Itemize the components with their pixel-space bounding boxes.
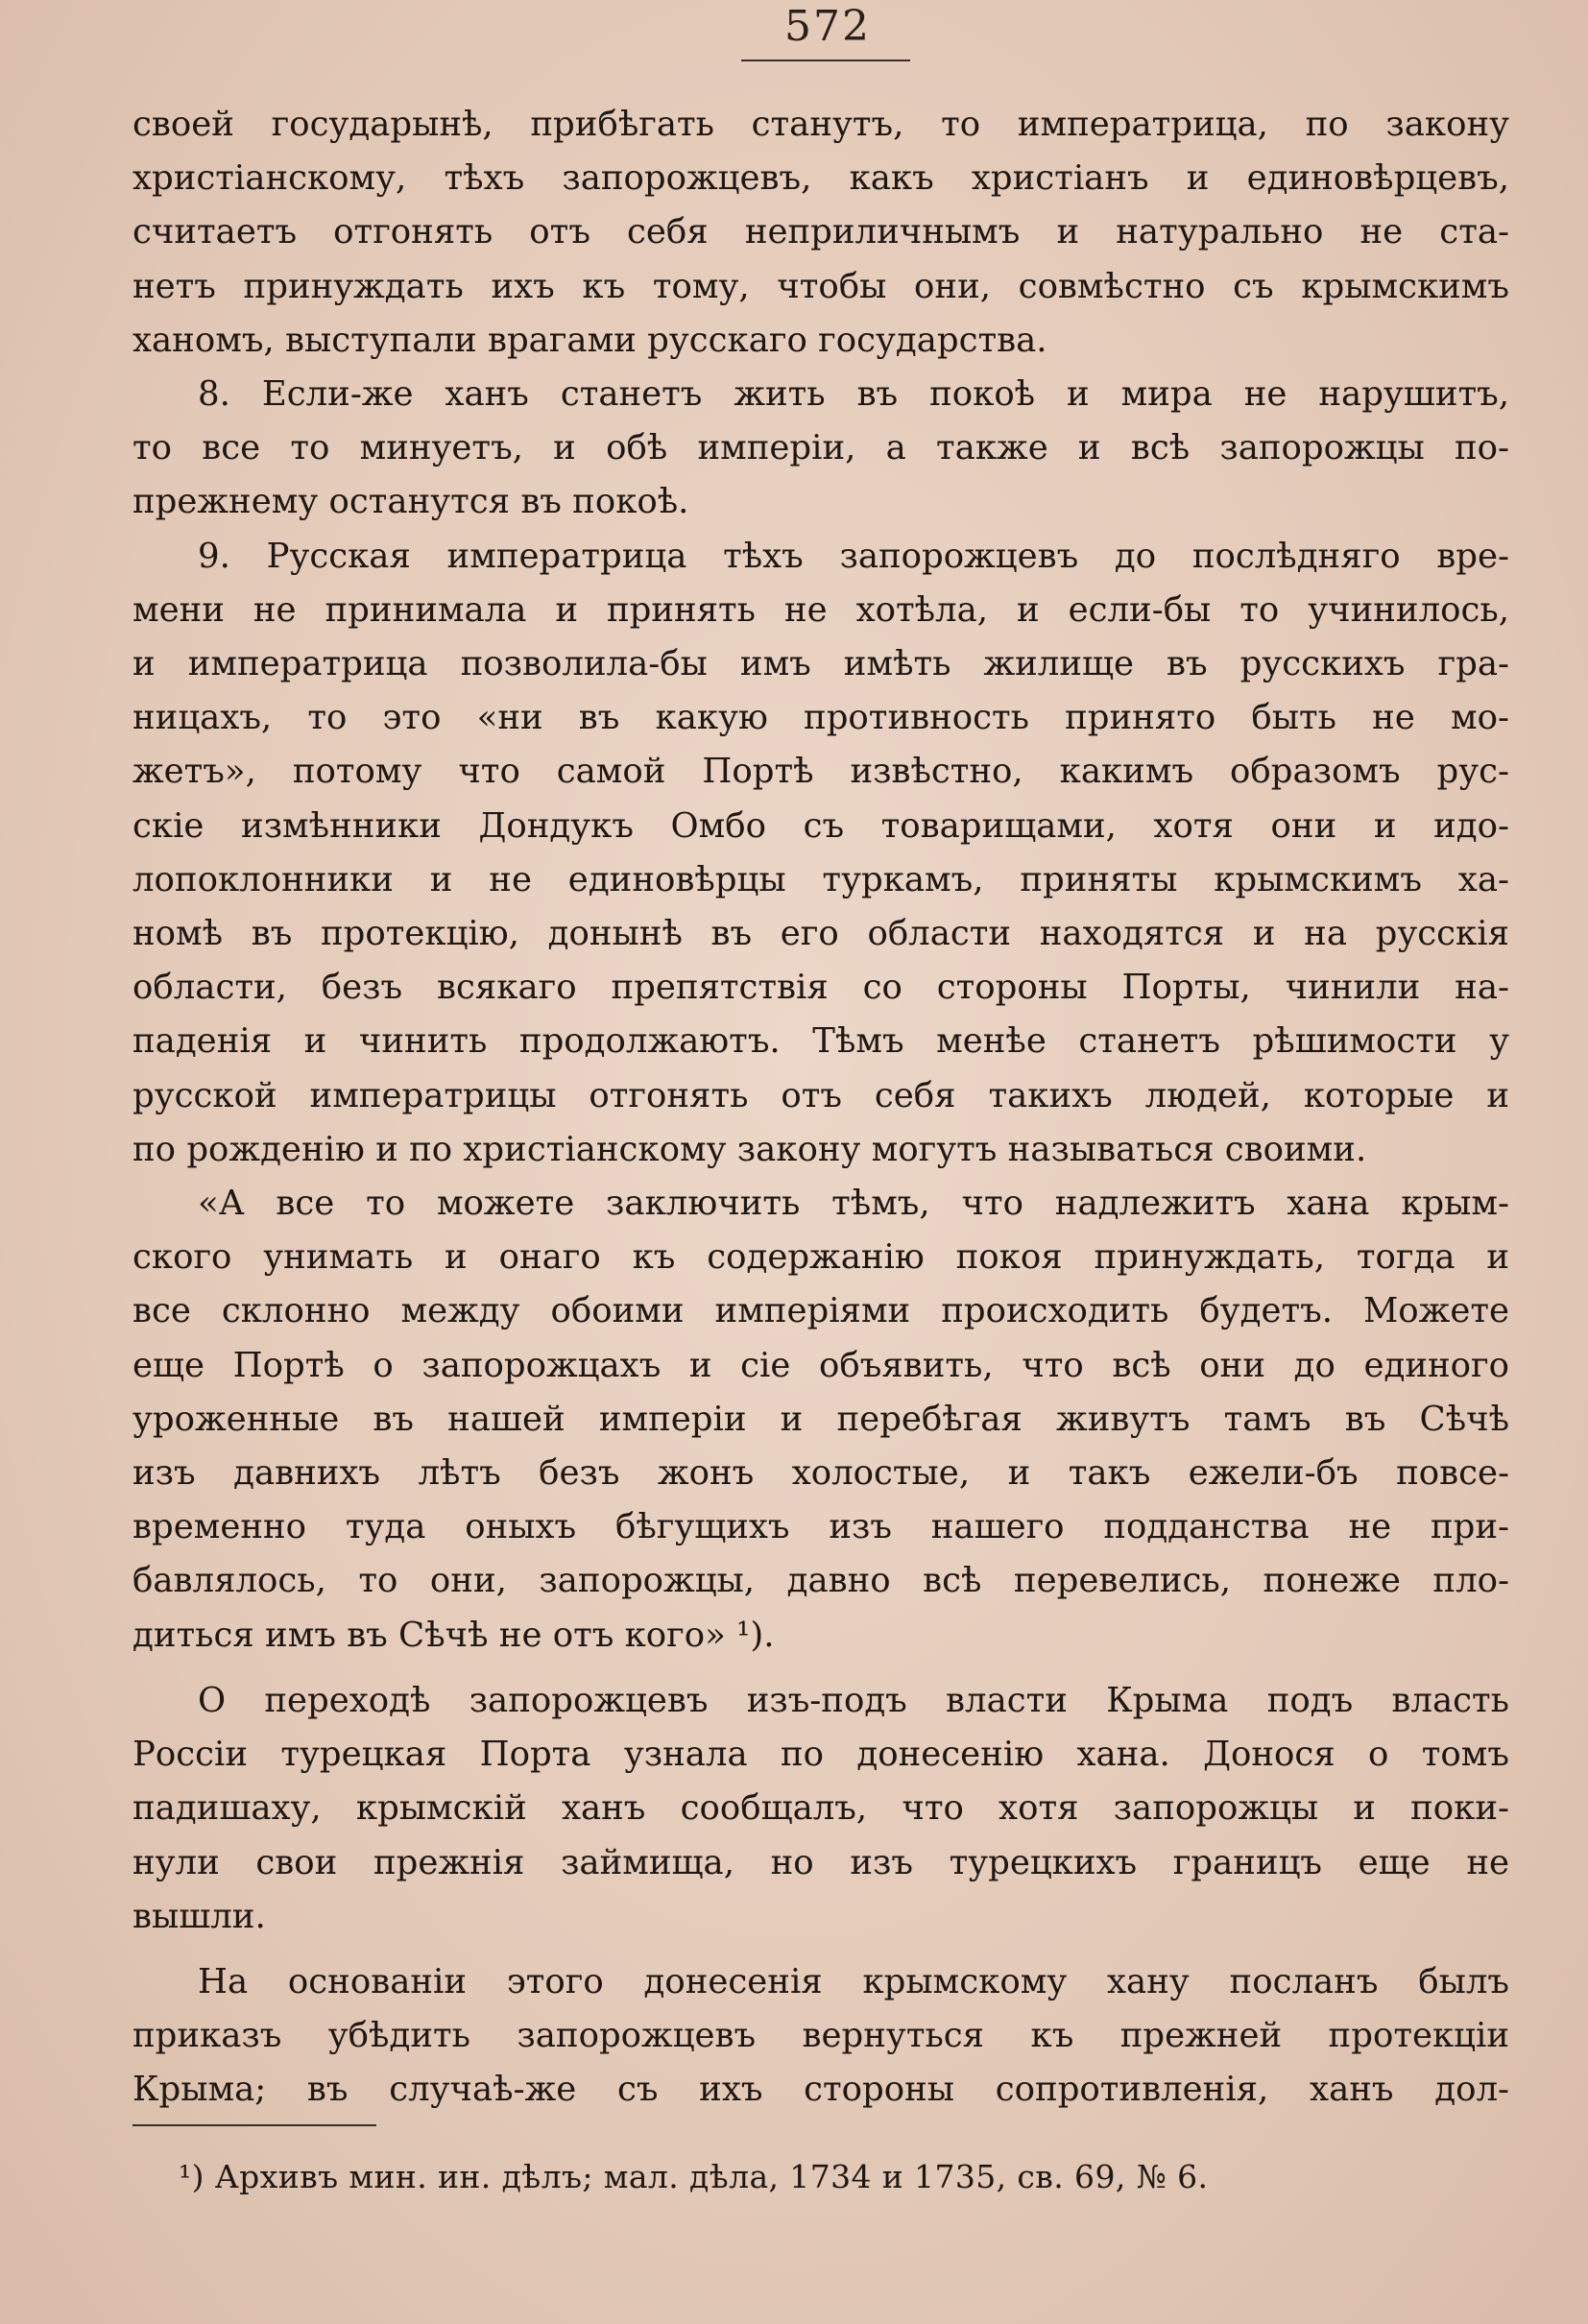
text-line: 8. Если-же ханъ станетъ жить въ покоѣ и мира не нарушитъ, (198, 374, 1509, 415)
text-line: Россіи турецкая Порта узнала по донесенію хана. Донося о томъ (132, 1735, 1509, 1775)
text-line: жетъ», потому что самой Портѣ извѣстно, какимъ образомъ рус- (132, 752, 1509, 792)
text-line: по рожденію и по христіанскому закону могутъ называться своими. (132, 1129, 1367, 1169)
footnote-rule (132, 2124, 376, 2126)
text-line: уроженные въ нашей имперіи и перебѣгая живутъ тамъ въ Сѣчѣ (132, 1399, 1509, 1439)
paragraph-gap (132, 1663, 1509, 1674)
footnote: ¹) Архивъ мин. ин. дѣлъ; мал. дѣла, 1734 и 1735, св. 69, № 6. (179, 2158, 1209, 2195)
text-line: и императрица позволила-бы имъ имѣть жилище въ русскихъ гра- (132, 644, 1509, 684)
text-line: Крыма; въ случаѣ-же съ ихъ стороны сопротивленія, ханъ дол- (132, 2070, 1509, 2110)
text-line: номѣ въ протекцію, донынѣ въ его области находятся и на русскія (132, 914, 1509, 954)
paragraph-porta (132, 1674, 1509, 1944)
text-line: считаетъ отгонять отъ себя неприличнымъ и натурально не ста- (132, 212, 1509, 252)
text-line: вышли. (132, 1896, 266, 1936)
text-line: своей государынѣ, прибѣгать станутъ, то императрица, по закону (132, 105, 1509, 144)
text-line: ханомъ, выступали врагами русскаго государства. (132, 320, 1047, 360)
text-line: О переходѣ запорожцевъ изъ-подъ власти Крыма подъ власть (198, 1680, 1509, 1720)
text-line: ского унимать и онаго къ содержанію покоя принуждать, тогда и (132, 1237, 1509, 1278)
text-line: области, безъ всякаго препятствія со стороны Порты, чинили на- (132, 968, 1509, 1008)
text-line: нетъ принуждать ихъ къ тому, чтобы они, совмѣстно съ крымскимъ (132, 266, 1509, 306)
text-line: еще Портѣ о запорожцахъ и сіе объявить, что всѣ они до единого (132, 1345, 1509, 1385)
text-line: русской императрицы отгонять отъ себя такихъ людей, которые и (132, 1075, 1509, 1115)
paragraph-point-9 (132, 530, 1509, 1177)
paragraph-gap (132, 1944, 1509, 1955)
text-line: 9. Русская императрица тѣхъ запорожцевъ до послѣдняго вре- (198, 536, 1509, 576)
text-line: «А все то можете заключить тѣмъ, что надлежитъ хана крым- (198, 1184, 1509, 1224)
text-line: то все то минуетъ, и обѣ имперіи, а также и всѣ запорожцы по- (132, 428, 1509, 468)
text-line: ницахъ, то это «ни въ какую противность принято быть не мо- (132, 698, 1509, 738)
page-number: 572 (784, 2, 871, 51)
header-rule (741, 60, 910, 61)
text-line: На основаніи этого донесенія крымскому хану посланъ былъ (198, 1961, 1509, 2001)
text-line: все склонно между обоими имперіями происходить будетъ. Можете (132, 1291, 1509, 1331)
text-line: лопоклонники и не единовѣрцы туркамъ, приняты крымскимъ ха- (132, 859, 1509, 899)
text-line: прежнему останутся въ покоѣ. (132, 482, 689, 522)
text-line: паденія и чинить продолжаютъ. Тѣмъ менѣе станетъ рѣшимости у (132, 1021, 1509, 1062)
text-line: приказъ убѣдить запорожцевъ вернуться къ прежней протекціи (132, 2016, 1509, 2056)
text-line: временно туда оныхъ бѣгущихъ изъ нашего подданства не при- (132, 1507, 1509, 1547)
text-line: христіанскому, тѣхъ запорожцевъ, какъ христіанъ и единовѣрцевъ, (132, 158, 1509, 199)
text-line: бавлялось, то они, запорожцы, давно всѣ перевелись, понеже пло- (132, 1561, 1509, 1601)
paragraph-point-8 (132, 368, 1509, 530)
paragraph-order (132, 1955, 1509, 2118)
text-line: диться имъ въ Сѣчѣ не отъ кого» ¹). (132, 1615, 775, 1655)
body-text (132, 98, 1509, 2118)
text-line: нули свои прежнія займища, но изъ турецкихъ границъ еще не (132, 1842, 1509, 1882)
paragraph-continuation (132, 98, 1509, 368)
paragraph-quote (132, 1177, 1509, 1663)
text-line: скіе измѣнники Дондукъ Омбо съ товарищами, хотя они и идо- (132, 805, 1509, 846)
text-line: изъ давнихъ лѣтъ безъ жонъ холостые, и такъ ежели-бъ повсе- (132, 1453, 1509, 1494)
text-line: падишаху, крымскій ханъ сообщалъ, что хотя запорожцы и поки- (132, 1788, 1509, 1829)
text-line: мени не принимала и принять не хотѣла, и если-бы то учинилось, (132, 589, 1509, 630)
